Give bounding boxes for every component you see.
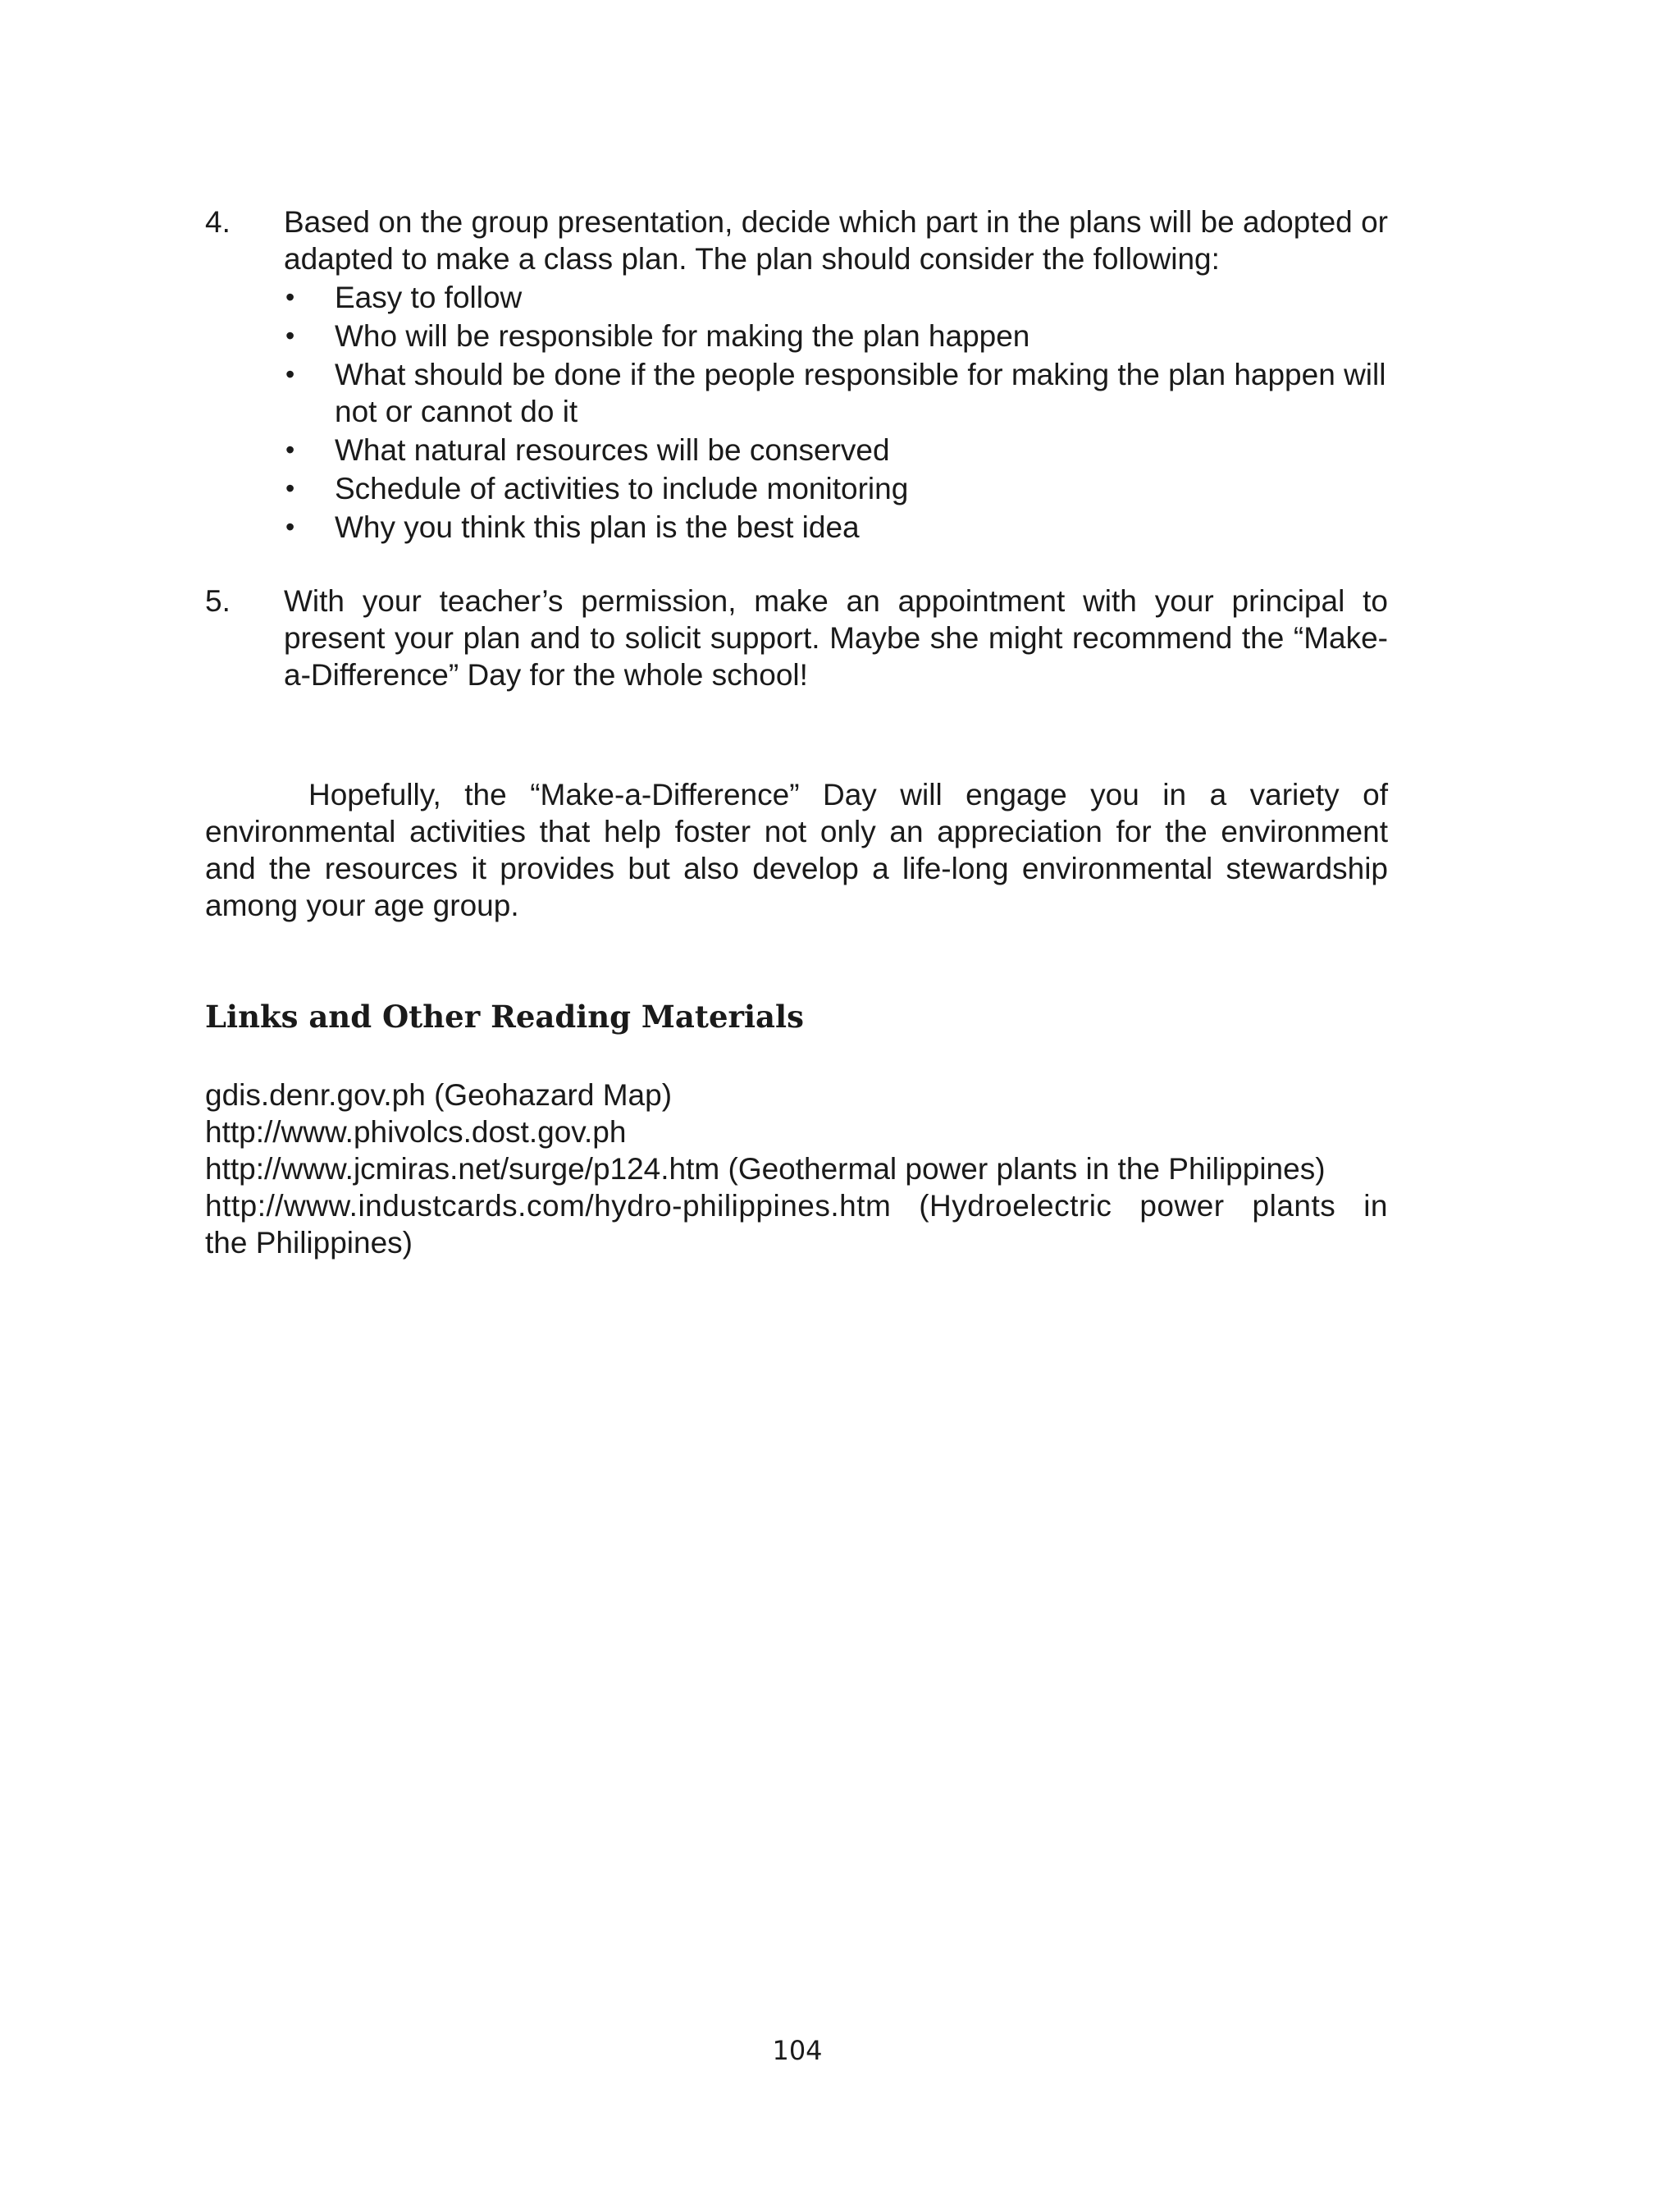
bullet-item: • What natural resources will be conserved — [285, 433, 890, 467]
item-number: 5. — [205, 584, 231, 618]
link-hydroelectric[interactable]: http://www.industcards.com/hydro-philippines.htm (Hydroelectric power plants in — [205, 1189, 1388, 1223]
plan-considerations-list — [284, 279, 1388, 546]
links-heading: Links and Other Reading Materials — [205, 999, 804, 1035]
closing-paragraph: Hopefully, the “Make-a-Difference” Day will engage you in a variety of environmental activities that help foster not only an appreciation for the environment and the resources it provides but also develop a life-long environmental stewardship among your age group. — [205, 778, 1388, 922]
link-geohazard[interactable]: gdis.denr.gov.ph (Geohazard Map) — [205, 1078, 673, 1112]
bullet-item: • Who will be responsible for making the plan happen — [285, 319, 1030, 353]
bullet-icon: • — [285, 512, 295, 542]
bullet-icon: • — [285, 473, 295, 503]
bullet-icon: • — [285, 359, 295, 389]
bullet-item: • Schedule of activities to include monitoring — [285, 472, 909, 505]
bullet-icon: • — [285, 321, 295, 350]
bullet-item: • Easy to follow — [285, 281, 523, 314]
bullet-item: • What should be done if the people responsible for making the plan happen will not or cannot do it — [285, 358, 1386, 428]
page-content — [205, 203, 1388, 1261]
bullet-item: • Why you think this plan is the best idea — [285, 510, 860, 544]
links-list — [205, 1077, 1388, 1261]
link-phivolcs[interactable]: http://www.phivolcs.dost.gov.ph — [205, 1115, 627, 1149]
list-item-5 — [205, 583, 1388, 693]
link-hydroelectric-continued: the Philippines) — [205, 1226, 413, 1260]
bullet-icon: • — [285, 282, 295, 312]
item-text: With your teacher’s permission, make an appointment with your principal to present your plan and to solicit support. Maybe she might recommend the “Make-a-Difference” Day for the whole school! — [284, 584, 1388, 692]
link-geothermal[interactable]: http://www.jcmiras.net/surge/p124.htm (Geothermal power plants in the Philippines) — [205, 1152, 1326, 1186]
item-text: Based on the group presentation, decide which part in the plans will be adopted or adapted to make a class plan. The plan should consider the following: — [284, 205, 1388, 276]
list-item-4 — [205, 203, 1388, 546]
bullet-icon: • — [285, 435, 295, 464]
page-number: 104 — [772, 2035, 823, 2066]
item-number: 4. — [205, 205, 231, 239]
